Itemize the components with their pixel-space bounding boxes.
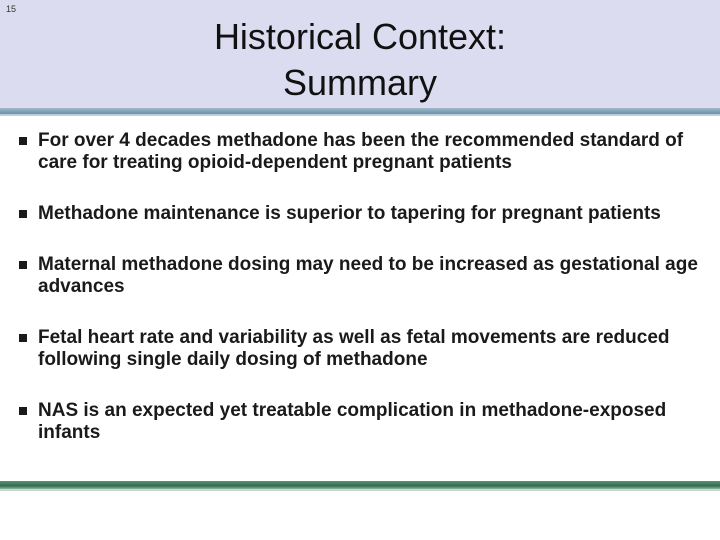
- bullet-list: [18, 130, 718, 473]
- square-bullet-icon: [19, 137, 27, 145]
- bullet-item: [18, 400, 718, 444]
- bullet-text: Methadone maintenance is superior to tapering for pregnant patients: [38, 203, 661, 224]
- square-bullet-icon: [19, 210, 27, 218]
- square-bullet-icon: [19, 334, 27, 342]
- footer-divider-accent: [0, 489, 720, 491]
- slide-title-line-1: Historical Context:: [213, 16, 507, 57]
- bullet-text: For over 4 decades methadone has been the recommended standard of care for treating opioid-dependent pregnant patients: [38, 130, 684, 173]
- slide-title-line-2: Summary: [282, 62, 438, 103]
- title-divider-accent: [0, 114, 720, 116]
- bullet-item: [18, 327, 718, 371]
- slide-title: [150, 14, 570, 106]
- footer-divider: [0, 481, 720, 489]
- slide-number: 15: [6, 4, 17, 14]
- bullet-item: [18, 130, 718, 174]
- bullet-text: Fetal heart rate and variability as well as fetal movements are reduced following single daily dosing of methadone: [38, 327, 670, 370]
- bullet-item: [18, 203, 718, 225]
- bullet-text: NAS is an expected yet treatable complication in methadone-exposed infants: [38, 400, 667, 443]
- square-bullet-icon: [19, 261, 27, 269]
- bullet-item: [18, 254, 718, 298]
- bullet-text: Maternal methadone dosing may need to be increased as gestational age advances: [38, 254, 698, 297]
- square-bullet-icon: [19, 407, 27, 415]
